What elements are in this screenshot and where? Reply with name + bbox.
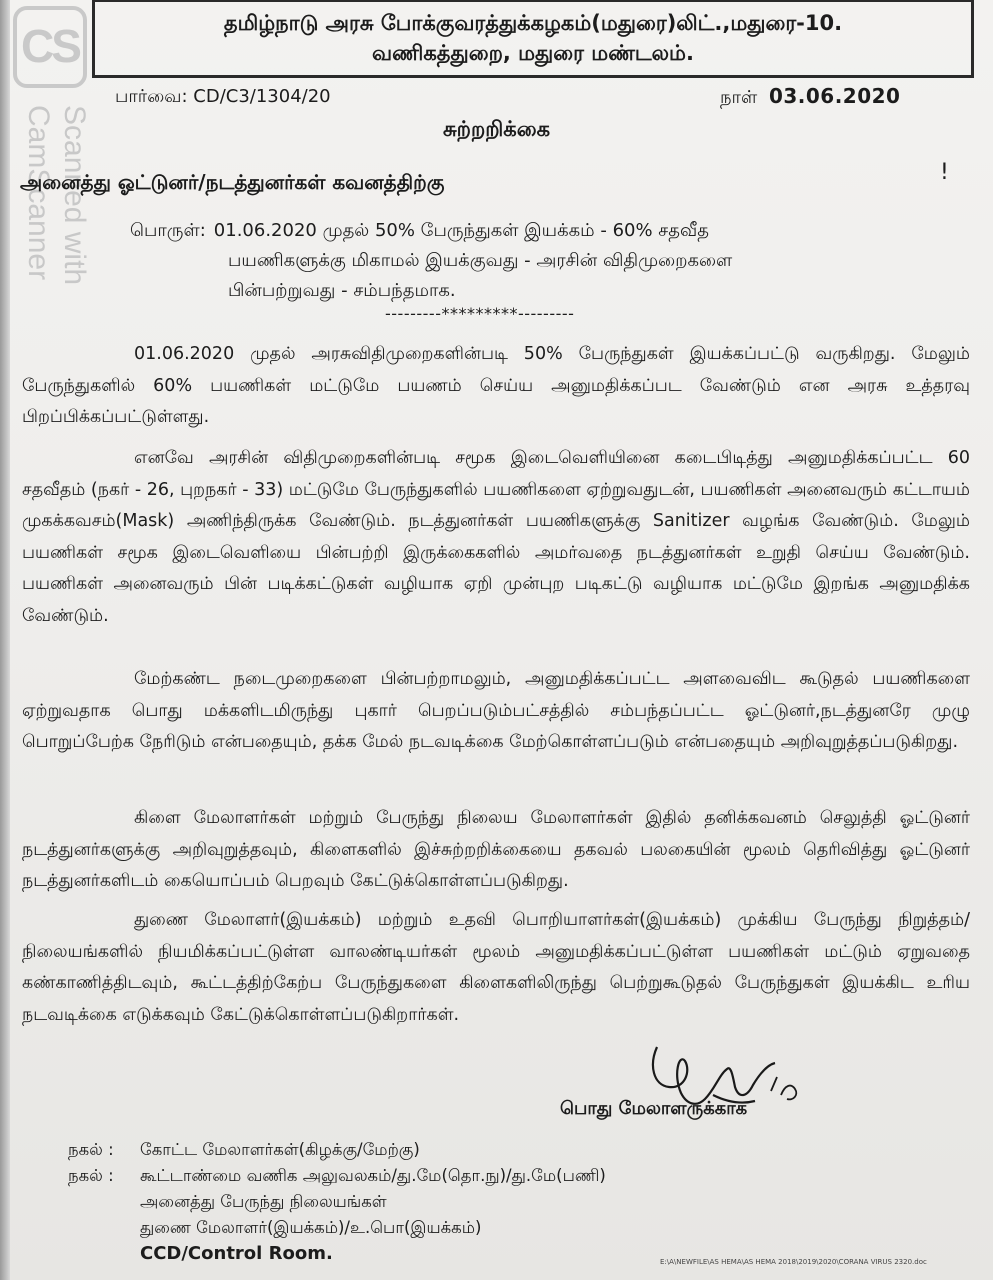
paragraph-4-text: கிளை மேலாளர்கள் மற்றும் பேருந்து நிலைய மேலாளர்கள் இதில் தனிக்கவனம் செலுத்தி ஓட்டுனர் நடத்துனர்களுக்கு அறிவுறுத்தவும், கிளைகளில் இச்சுற்றறிக்கையை தகவல் பலகையின் மூலம் தெரிவித்து ஓட்டுனர் நடத்துனர்களிடம் கையொப்பம் பெறவும் கேட்டுக்கொள்ளப்படுகிறது. — [22, 808, 970, 891]
copy-to-line-2 — [68, 1163, 606, 1189]
paragraph-2-text: எனவே அரசின் விதிமுறைகளின்படி சமூக இடைவெளியினை கடைபிடித்து அனுமதிக்கப்பட்ட 60 சதவீதம் (நகர் - 26, புறநகர் - 33) மட்டுமே பேருந்துகளில் பயணிகளை ஏற்றுவதுடன், பயணிகள் அனைவரும் கட்டாயம் முகக்கவசம்(Mask) அணிந்திருக்க வேண்டும். நடத்துனர்கள் பயணிகளுக்கு Sanitizer வழங்க வேண்டும். மேலும் பயணிகள் சமூக இடைவெளியை பின்பற்றி இருக்கைகளில் அமர்வதை நடத்துனர்கள் உறுதி செய்ய வேண்டும். பயணிகள் அனைவரும் பின் படிக்கட்டுகள் வழியாக ஏறி முன்புற படிகட்டு வழியாக மட்டுமே இறங்க அனுமதிக்க வேண்டும். — [22, 448, 970, 626]
date-label: நாள் — [720, 87, 758, 108]
paragraph-2 — [22, 443, 970, 632]
paragraph-1-text: 01.06.2020 முதல் அரசுவிதிமுறைகளின்படி 50% பேருந்துகள் இயக்கப்பட்டு வருகிறது. மேலும் பேருந்துகளில் 60% பயணிகள் மட்டுமே பயணம் செய்ய அனுமதிக்கப்பட வேண்டும் என அரசு உத்தரவு பிறப்பிக்கப்பட்டுள்ளது. — [22, 344, 970, 427]
signatory-designation: பொது மேலாளருக்காக — [560, 1098, 748, 1119]
paragraph-3 — [22, 664, 970, 759]
subject-line-3: பின்பற்றுவது - சம்பந்தமாக. — [228, 280, 456, 301]
subject-line-2: பயணிகளுக்கு மிகாமல் இயக்குவது - அரசின் விதிமுறைகளை — [228, 250, 733, 271]
copy-to-line-1 — [68, 1137, 420, 1163]
reference-value: CD/C3/1304/20 — [193, 86, 331, 107]
paragraph-3-text: மேற்கண்ட நடைமுறைகளை பின்பற்றாமலும், அனுமதிக்கப்பட்ட அளவைவிட கூடுதல் பயணிகளை ஏற்றுவதாக பொது மக்களிடமிருந்து புகார் பெறப்படும்பட்சத்தில் சம்பந்தப்பட்ட ஓட்டுனர்,நடத்துனரே முழு பொறுப்பேற்க நேரிடும் என்பதையும், தக்க மேல் நடவடிக்கை மேற்கொள்ளப்படும் என்பதையும் அறிவுறுத்தப்படுகிறது. — [22, 669, 970, 752]
subject-line-1: 01.06.2020 முதல் 50% பேருந்துகள் இயக்கம் - 60% சதவீத — [213, 220, 709, 241]
subject-block — [130, 216, 890, 306]
copy-recipient-2: கூட்டாண்மை வணிக அலுவலகம்/து.மே(தொ.நு)/து.மே(பணி) — [140, 1166, 606, 1185]
copy-recipient-1: கோட்ட மேலாளர்கள்(கிழக்கு/மேற்கு) — [140, 1140, 420, 1159]
reference-number — [115, 86, 331, 109]
document-title: சுற்றறிக்கை — [442, 117, 551, 141]
camscanner-watermark: Scanned with CamScanner — [22, 105, 91, 286]
camscanner-logo: CS — [13, 6, 87, 88]
letterhead-department: வணிகத்துறை, மதுரை மண்டலம். — [372, 41, 694, 65]
file-path-footer: E:\A\NEWFILE\AS HEMA\AS HEMA 2018\2019\2020\CORANA VIRUS 2320.doc — [660, 1258, 927, 1266]
paragraph-1 — [22, 339, 970, 434]
stray-mark: ! — [940, 160, 949, 185]
scan-edge — [0, 0, 10, 1280]
paragraph-4 — [22, 803, 970, 898]
copy-label: நகல் : — [68, 1140, 114, 1159]
letter-date — [720, 84, 900, 110]
letterhead-organization: தமிழ்நாடு அரசு போக்குவரத்துக்கழகம்(மதுரை)லிட்.,மதுரை-10. — [223, 11, 843, 35]
copy-recipient-5: CCD/Control Room. — [140, 1243, 333, 1264]
copy-recipient-4: துணை மேலாளர்(இயக்கம்)/உ.பொ(இயக்கம்) — [140, 1218, 482, 1237]
paragraph-5 — [22, 905, 970, 1031]
recipient-line: அனைத்து ஓட்டுனர்/நடத்துனர்கள் கவனத்திற்கு — [20, 170, 445, 194]
reference-label: பார்வை: — [115, 86, 188, 107]
handwritten-signature — [635, 1035, 825, 1145]
subject-label: பொருள்: — [130, 220, 206, 241]
separator: ---------*********--------- — [385, 304, 575, 323]
date-value: 03.06.2020 — [768, 84, 901, 108]
copy-label: நகல் : — [68, 1166, 114, 1185]
copy-recipient-3: அனைத்து பேருந்து நிலையங்கள் — [140, 1192, 387, 1211]
paragraph-5-text: துணை மேலாளர்(இயக்கம்) மற்றும் உதவி பொறியாளர்கள்(இயக்கம்) முக்கிய பேருந்து நிறுத்தம்/நிலையங்களில் நியமிக்கப்பட்டுள்ள வாலண்டியர்கள் மூலம் அனுமதிக்கப்பட்டுள்ள பயணிகள் மட்டும் ஏறுவதை கண்காணித்திடவும், கூட்டத்திற்கேற்ப பேருந்துகளை கிளைகளிலிருந்து பெற்றுகூடுதல் பேருந்துகள் இயக்கிட உரிய நடவடிக்கை எடுக்கவும் கேட்டுக்கொள்ளப்படுகிறார்கள். — [22, 910, 970, 1025]
letterhead-box — [92, 0, 974, 78]
